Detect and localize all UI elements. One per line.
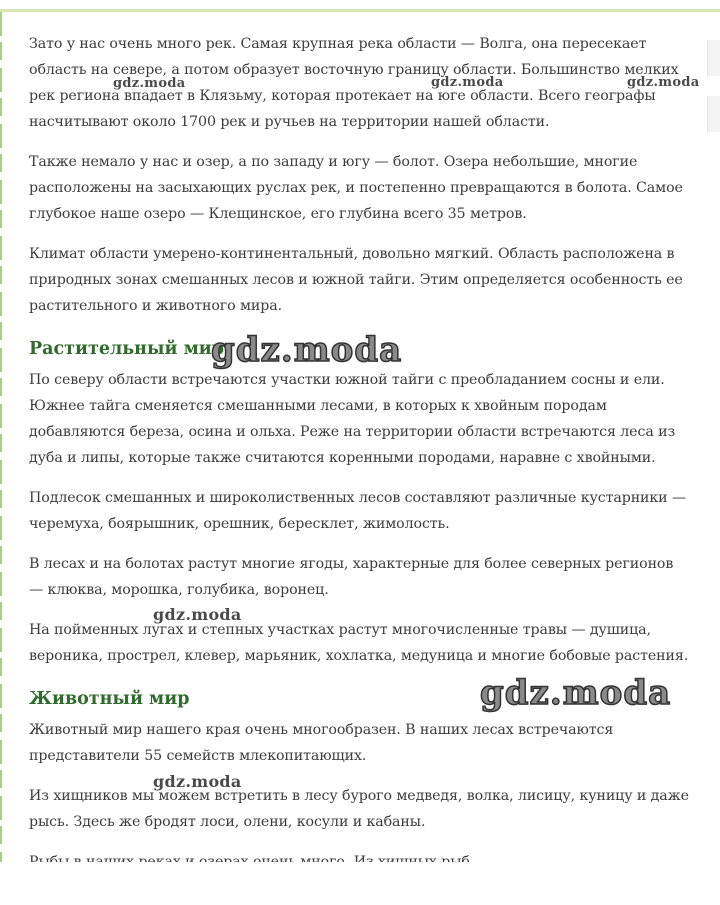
right-strip-block [707, 96, 720, 132]
paragraph: В лесах и на болотах растут многие ягоды, характерные для более северных регионов — клюква, морошка, голубика, воронец. [29, 556, 674, 598]
paragraph: Климат области умерено-континентальный, довольно мягкий. Область расположена в природных зонах смешанных лесов и южной тайги. Этим определяется особенность ее растительного и животного мира. [29, 246, 683, 314]
watermark: gdz.moda [113, 76, 186, 91]
bottom-cutoff [0, 862, 720, 905]
paragraph: Подлесок смешанных и широколиственных лесов составляют различные кустарники — черемуха, боярышник, орешник, бересклет, жимолость. [29, 490, 687, 532]
top-border [0, 9, 720, 12]
paragraph: По северу области встречаются участки южной тайги с преобладанием сосны и ели. Южнее тайга сменяется смешанными лесами, в которых к хвойным породам добавляются береза, осина и ольха. Реже на территории области встречаются леса из дуба и липы, которые также считаются коренными породами, наравне с хвойными. [29, 372, 676, 466]
watermark: gdz.moda [627, 75, 700, 90]
paragraph: Животный мир нашего края очень многообразен. В наших лесах встречаются представители 55 семейств млекопитающих. [29, 722, 614, 764]
right-scroll-strip [706, 40, 720, 180]
watermark: gdz.moda [431, 75, 504, 90]
watermark-large: gdz.moda [211, 330, 403, 370]
section-heading-flora: Растительный мир [29, 339, 225, 359]
right-strip-block [707, 40, 720, 76]
left-decorative-strip [0, 12, 2, 905]
section-heading-fauna: Животный мир [29, 689, 190, 709]
watermark: gdz.moda [153, 772, 242, 791]
paragraph: Зато у нас очень много рек. Самая крупная река области — Волга, она пересекает область на севере, а потом образует восточную границу области. Большинство мелких рек региона впадает в Клязьму, которая протекает на юге области. Всего географы насчитывают около 1700 рек и ручьев на территории нашей области. [29, 36, 679, 130]
paragraph: Также немало у нас и озер, а по западу и югу — болот. Озера небольшие, многие расположены на засыхающих руслах рек, и постепенно превращаются в болота. Самое глубокое наше озеро — Клещинское, его глубина всего 35 метров. [29, 154, 683, 222]
paragraph: На пойменных лугах и степных участках растут многочисленные травы — душица, вероника, прострел, клевер, марьяник, хохлатка, медуница и многие бобовые растения. [29, 622, 689, 664]
watermark: gdz.moda [153, 605, 242, 624]
article-content [29, 31, 689, 889]
watermark-large: gdz.moda [480, 673, 672, 713]
paragraph: Из хищников мы можем встретить в лесу бурого медведя, волка, лисицу, куницу и даже рысь. Здесь же бродят лоси, олени, косули и кабаны. [29, 788, 689, 830]
